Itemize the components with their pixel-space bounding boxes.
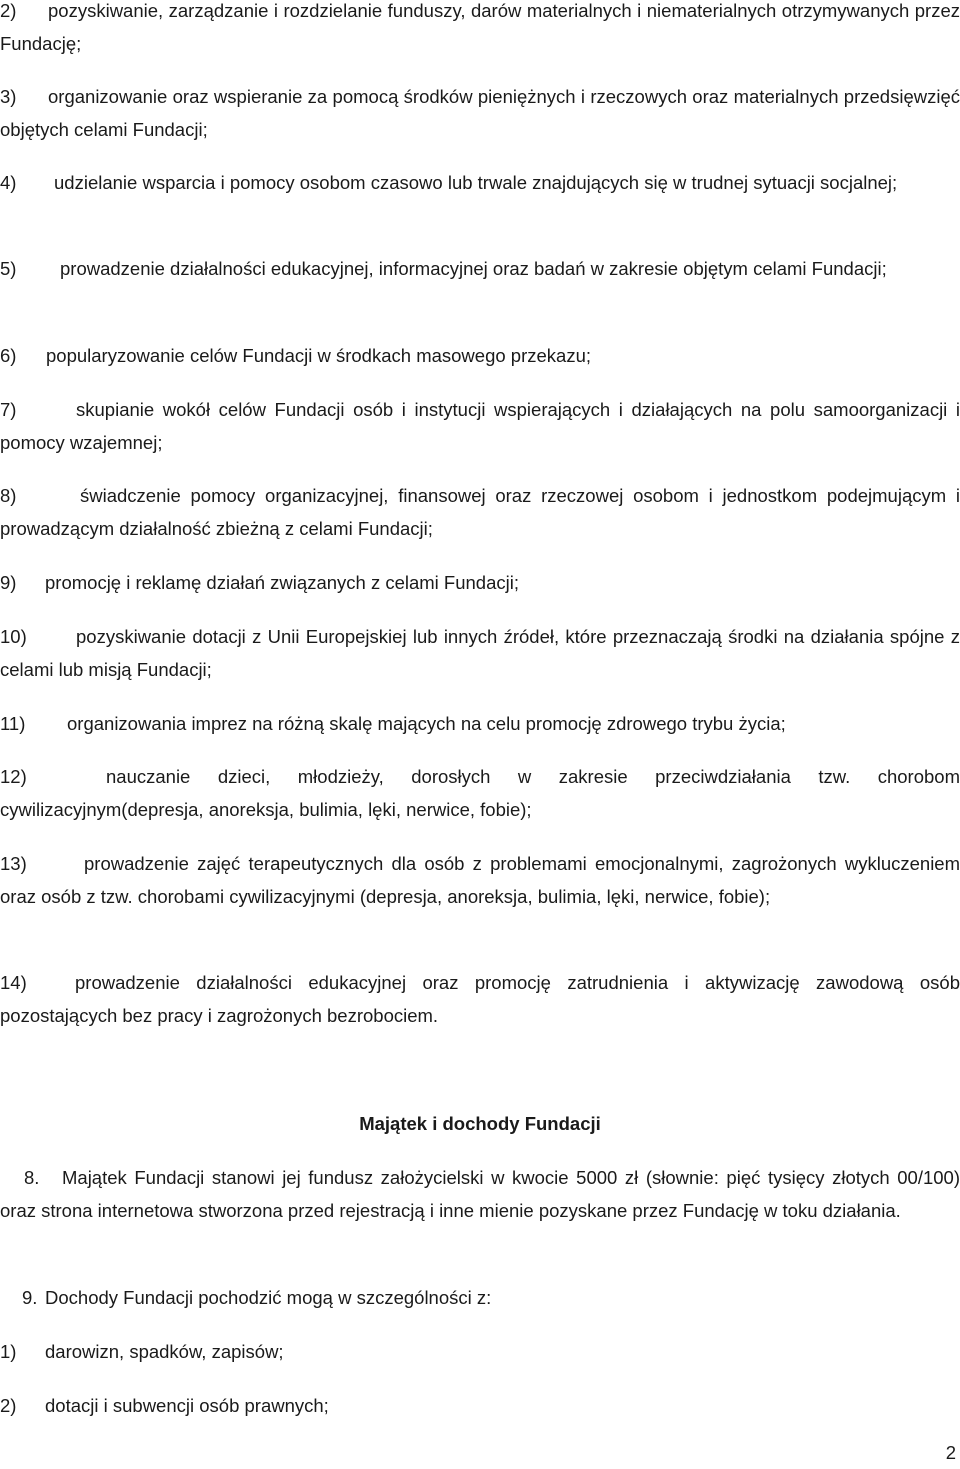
list-item: 7) skupianie wokół celów Fundacji osób i instytucji wspierających i działających na polu samoorganizacji i pomocy wzajemnej;	[0, 399, 960, 453]
list-item: 14) prowadzenie działalności edukacyjnej oraz promocję zatrudnienia i aktywizację zawodową osób pozostających bez pracy i zagrożonych bezrobociem.	[0, 972, 960, 1026]
paragraph-9: 9. Dochody Fundacji pochodzić mogą w szczególności z:	[22, 1287, 492, 1308]
list-item: 12) nauczanie dzieci, młodzieży, dorosłych w zakresie przeciwdziałania tzw. chorobom cywilizacyjnym(depresja, anoreksja, bulimia, lęki, nerwice, fobie);	[0, 766, 960, 820]
list-item: 2) dotacji i subwencji osób prawnych;	[0, 1395, 329, 1416]
list-item: 4) udzielanie wsparcia i pomocy osobom czasowo lub trwale znajdujących się w trudnej sytuacji socjalnej;	[0, 172, 898, 193]
list-item: 9) promocję i reklamę działań związanych z celami Fundacji;	[0, 572, 519, 593]
list-item: 11) organizowania imprez na różną skalę mających na celu promocję zdrowego trybu życia;	[0, 713, 786, 734]
paragraph-8: 8. Majątek Fundacji stanowi jej fundusz założycielski w kwocie 5000 zł (słownie: pięć tysięcy złotych 00/100) oraz strona internetowa stworzona przed rejestracją i inne mienie pozyskane przez Fundację w toku działania.	[0, 1167, 960, 1221]
list-item: 1) darowizn, spadków, zapisów;	[0, 1341, 284, 1362]
list-item: 3) organizowanie oraz wspieranie za pomocą środków pieniężnych i rzeczowych oraz materialnych przedsięwzięć objętych celami Fundacji;	[0, 86, 960, 140]
page-number: 2	[945, 1442, 956, 1463]
list-item: 13) prowadzenie zajęć terapeutycznych dla osób z problemami emocjonalnymi, zagrożonych wykluczeniem oraz osób z tzw. chorobami cywilizacyjnymi (depresja, anoreksja, bulimia, lęki, nerwice, fobie);	[0, 853, 960, 907]
section-heading: Majątek i dochody Fundacji	[359, 1113, 601, 1134]
list-item: 5) prowadzenie działalności edukacyjnej, informacyjnej oraz badań w zakresie objętym celami Fundacji;	[0, 258, 887, 279]
list-item: 10) pozyskiwanie dotacji z Unii Europejskiej lub innych źródeł, które przeznaczają środki na działania spójne z celami lub misją Fundacji;	[0, 626, 960, 680]
list-item: 8) świadczenie pomocy organizacyjnej, finansowej oraz rzeczowej osobom i jednostkom podejmującym i prowadzącym działalność zbieżną z celami Fundacji;	[0, 485, 960, 539]
list-item: 2) pozyskiwanie, zarządzanie i rozdzielanie funduszy, darów materialnych i niematerialnych otrzymywanych przez Fundację;	[0, 0, 960, 54]
list-item: 6) popularyzowanie celów Fundacji w środkach masowego przekazu;	[0, 345, 592, 366]
